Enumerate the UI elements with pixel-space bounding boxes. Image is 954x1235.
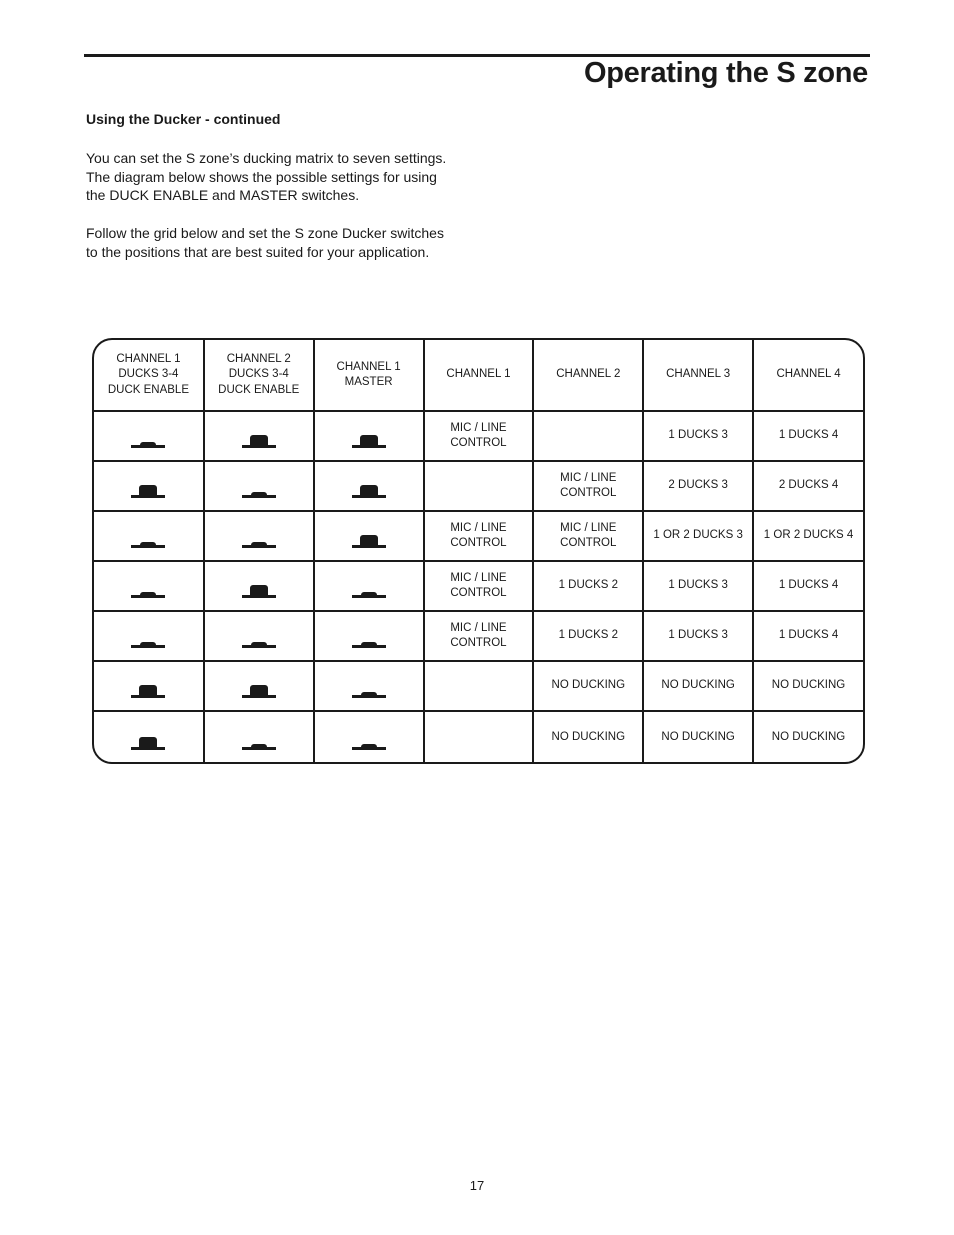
matrix-cell bbox=[753, 711, 863, 764]
switch-cell bbox=[314, 511, 424, 561]
switch-down-icon bbox=[242, 480, 276, 500]
switch-base bbox=[242, 595, 276, 598]
switch-up-icon bbox=[131, 680, 165, 700]
switch-cell bbox=[314, 461, 424, 511]
switch-up-icon bbox=[352, 480, 386, 500]
matrix-cell bbox=[753, 461, 863, 511]
switch-cell bbox=[94, 611, 204, 661]
cell-text: 1 OR 2 DUCKS 4 bbox=[763, 529, 854, 542]
matrix-cell bbox=[753, 411, 863, 461]
switch-base bbox=[242, 645, 276, 648]
header-text: DUCKS 3-4 bbox=[228, 368, 289, 381]
cell-text: CONTROL bbox=[560, 537, 617, 549]
cell-text: NO DUCKING bbox=[661, 731, 735, 744]
switch-cell bbox=[204, 711, 314, 764]
switch-down-icon bbox=[131, 580, 165, 600]
switch-up-icon bbox=[352, 430, 386, 450]
cell-text: NO DUCKING bbox=[551, 679, 626, 692]
cell-text: CONTROL bbox=[450, 587, 507, 599]
matrix-cell bbox=[424, 461, 534, 511]
switch-cell bbox=[204, 611, 314, 661]
switch-base bbox=[131, 695, 165, 698]
cell-text: MIC / LINE bbox=[450, 521, 507, 534]
header-text: DUCK ENABLE bbox=[218, 383, 300, 396]
cell-text: CONTROL bbox=[450, 637, 507, 649]
switch-cell bbox=[94, 711, 204, 764]
matrix-cell bbox=[424, 711, 534, 764]
page-title: Operating the S zone bbox=[583, 57, 868, 89]
cell-text: MIC / LINE bbox=[450, 421, 507, 434]
matrix-header-cell bbox=[753, 340, 863, 411]
switch-cell bbox=[94, 661, 204, 711]
header-text: DUCKS 3-4 bbox=[118, 368, 179, 381]
intro-line: the DUCK ENABLE and MASTER switches. bbox=[86, 187, 360, 203]
switch-down-icon bbox=[131, 530, 165, 550]
cell-text: NO DUCKING bbox=[771, 679, 846, 692]
matrix-row bbox=[94, 611, 863, 661]
switch-base bbox=[352, 545, 386, 548]
cell-text: 1 DUCKS 3 bbox=[668, 629, 728, 642]
header-text: DUCK ENABLE bbox=[107, 383, 189, 396]
switch-down-icon bbox=[131, 430, 165, 450]
matrix-cell bbox=[643, 461, 753, 511]
matrix-cell bbox=[533, 461, 643, 511]
matrix-header-cell bbox=[533, 340, 643, 411]
switch-down-icon bbox=[352, 732, 386, 752]
matrix-cell bbox=[533, 711, 643, 764]
switch-up-icon bbox=[131, 480, 165, 500]
switch-cell bbox=[204, 511, 314, 561]
switch-cell bbox=[204, 411, 314, 461]
matrix-cell bbox=[643, 561, 753, 611]
switch-base bbox=[352, 445, 386, 448]
switch-cell bbox=[94, 411, 204, 461]
matrix-cell bbox=[533, 411, 643, 461]
switch-base bbox=[352, 747, 386, 750]
ducking-matrix-table bbox=[94, 340, 863, 764]
matrix-cell bbox=[753, 511, 863, 561]
switch-base bbox=[242, 747, 276, 750]
switch-cell bbox=[204, 461, 314, 511]
cell-text: NO DUCKING bbox=[771, 731, 846, 744]
switch-down-icon bbox=[242, 530, 276, 550]
intro-line: You can set the S zone’s ducking matrix to seven settings. bbox=[86, 150, 447, 166]
matrix-cell bbox=[424, 561, 534, 611]
switch-base bbox=[131, 645, 165, 648]
switch-base bbox=[352, 695, 386, 698]
matrix-cell bbox=[533, 561, 643, 611]
matrix-row bbox=[94, 661, 863, 711]
switch-down-icon bbox=[242, 732, 276, 752]
switch-base bbox=[242, 545, 276, 548]
header-text: CHANNEL 2 bbox=[226, 352, 291, 365]
cell-text: CONTROL bbox=[450, 537, 507, 549]
section-heading: Using the Ducker - continued bbox=[86, 111, 281, 127]
switch-up-icon bbox=[242, 430, 276, 450]
switch-down-icon bbox=[352, 630, 386, 650]
switch-cell bbox=[314, 611, 424, 661]
switch-base bbox=[242, 445, 276, 448]
switch-base bbox=[242, 495, 276, 498]
matrix-row bbox=[94, 711, 863, 764]
switch-cell bbox=[314, 561, 424, 611]
intro-line: The diagram below shows the possible settings for using bbox=[86, 168, 437, 185]
switch-up-icon bbox=[242, 580, 276, 600]
cell-text: MIC / LINE bbox=[450, 571, 507, 584]
switch-base bbox=[242, 695, 276, 698]
switch-down-icon bbox=[352, 580, 386, 600]
intro-paragraph bbox=[86, 149, 486, 205]
matrix-cell bbox=[643, 511, 753, 561]
cell-text: 1 DUCKS 4 bbox=[778, 429, 839, 442]
matrix-header-cell bbox=[94, 340, 204, 411]
cell-text: NO DUCKING bbox=[661, 679, 735, 692]
switch-base bbox=[352, 495, 386, 498]
cell-text: 1 DUCKS 3 bbox=[668, 429, 728, 442]
cell-text: NO DUCKING bbox=[551, 731, 626, 744]
switch-cell bbox=[314, 711, 424, 764]
matrix-cell bbox=[643, 711, 753, 764]
switch-base bbox=[352, 595, 386, 598]
switch-cell bbox=[314, 411, 424, 461]
cell-text: 1 DUCKS 4 bbox=[778, 579, 839, 592]
header-text: CHANNEL 1 bbox=[336, 360, 401, 373]
switch-base bbox=[352, 645, 386, 648]
instruction-paragraph bbox=[86, 224, 486, 261]
matrix-cell bbox=[533, 511, 643, 561]
cell-text: 2 DUCKS 4 bbox=[778, 479, 839, 492]
cell-text: 1 DUCKS 2 bbox=[558, 629, 619, 642]
matrix-cell bbox=[643, 411, 753, 461]
matrix-header-cell bbox=[314, 340, 424, 411]
switch-cell bbox=[94, 561, 204, 611]
matrix-header-row bbox=[94, 340, 863, 411]
cell-text: CONTROL bbox=[450, 437, 507, 449]
header-text: CHANNEL 2 bbox=[556, 368, 621, 381]
switch-base bbox=[131, 595, 165, 598]
matrix-header-cell bbox=[643, 340, 753, 411]
header-text: CHANNEL 4 bbox=[776, 368, 841, 381]
switch-down-icon bbox=[242, 630, 276, 650]
switch-up-icon bbox=[352, 530, 386, 550]
header-text: CHANNEL 1 bbox=[116, 352, 181, 365]
matrix-cell bbox=[424, 661, 534, 711]
cell-text: 2 DUCKS 3 bbox=[668, 479, 728, 492]
header-text: CHANNEL 3 bbox=[666, 368, 731, 381]
matrix-row bbox=[94, 411, 863, 461]
switch-up-icon bbox=[242, 680, 276, 700]
matrix-cell bbox=[424, 411, 534, 461]
matrix-cell bbox=[424, 511, 534, 561]
switch-cell bbox=[94, 511, 204, 561]
matrix-row bbox=[94, 511, 863, 561]
cell-text: CONTROL bbox=[560, 487, 617, 499]
cell-text: 1 DUCKS 4 bbox=[778, 629, 839, 642]
switch-down-icon bbox=[352, 680, 386, 700]
cell-text: MIC / LINE bbox=[560, 471, 617, 484]
matrix-cell bbox=[753, 611, 863, 661]
matrix-cell bbox=[533, 611, 643, 661]
instruction-line: to the positions that are best suited for your application. bbox=[86, 243, 430, 260]
matrix-header-cell bbox=[204, 340, 314, 411]
switch-base bbox=[131, 747, 165, 750]
matrix-cell bbox=[643, 611, 753, 661]
matrix-header-cell bbox=[424, 340, 534, 411]
switch-base bbox=[131, 495, 165, 498]
switch-cell bbox=[204, 661, 314, 711]
switch-cell bbox=[204, 561, 314, 611]
header-text: MASTER bbox=[344, 376, 393, 388]
matrix-cell bbox=[753, 661, 863, 711]
matrix-cell bbox=[643, 661, 753, 711]
matrix-cell bbox=[533, 661, 643, 711]
matrix-row bbox=[94, 461, 863, 511]
cell-text: 1 OR 2 DUCKS 3 bbox=[653, 529, 743, 542]
switch-base bbox=[131, 445, 165, 448]
matrix-row bbox=[94, 561, 863, 611]
cell-text: 1 DUCKS 3 bbox=[668, 579, 728, 592]
cell-text: MIC / LINE bbox=[560, 521, 617, 534]
switch-up-icon bbox=[131, 732, 165, 752]
cell-text: 1 DUCKS 2 bbox=[558, 579, 619, 592]
header-text: CHANNEL 1 bbox=[446, 368, 511, 381]
instruction-line: Follow the grid below and set the S zone Ducker switches bbox=[86, 225, 444, 241]
switch-cell bbox=[94, 461, 204, 511]
matrix-cell bbox=[424, 611, 534, 661]
ducking-matrix bbox=[92, 338, 865, 764]
switch-down-icon bbox=[131, 630, 165, 650]
matrix-cell bbox=[753, 561, 863, 611]
switch-cell bbox=[314, 661, 424, 711]
cell-text: MIC / LINE bbox=[450, 621, 507, 634]
switch-base bbox=[131, 545, 165, 548]
page-number: 17 bbox=[469, 1178, 485, 1193]
